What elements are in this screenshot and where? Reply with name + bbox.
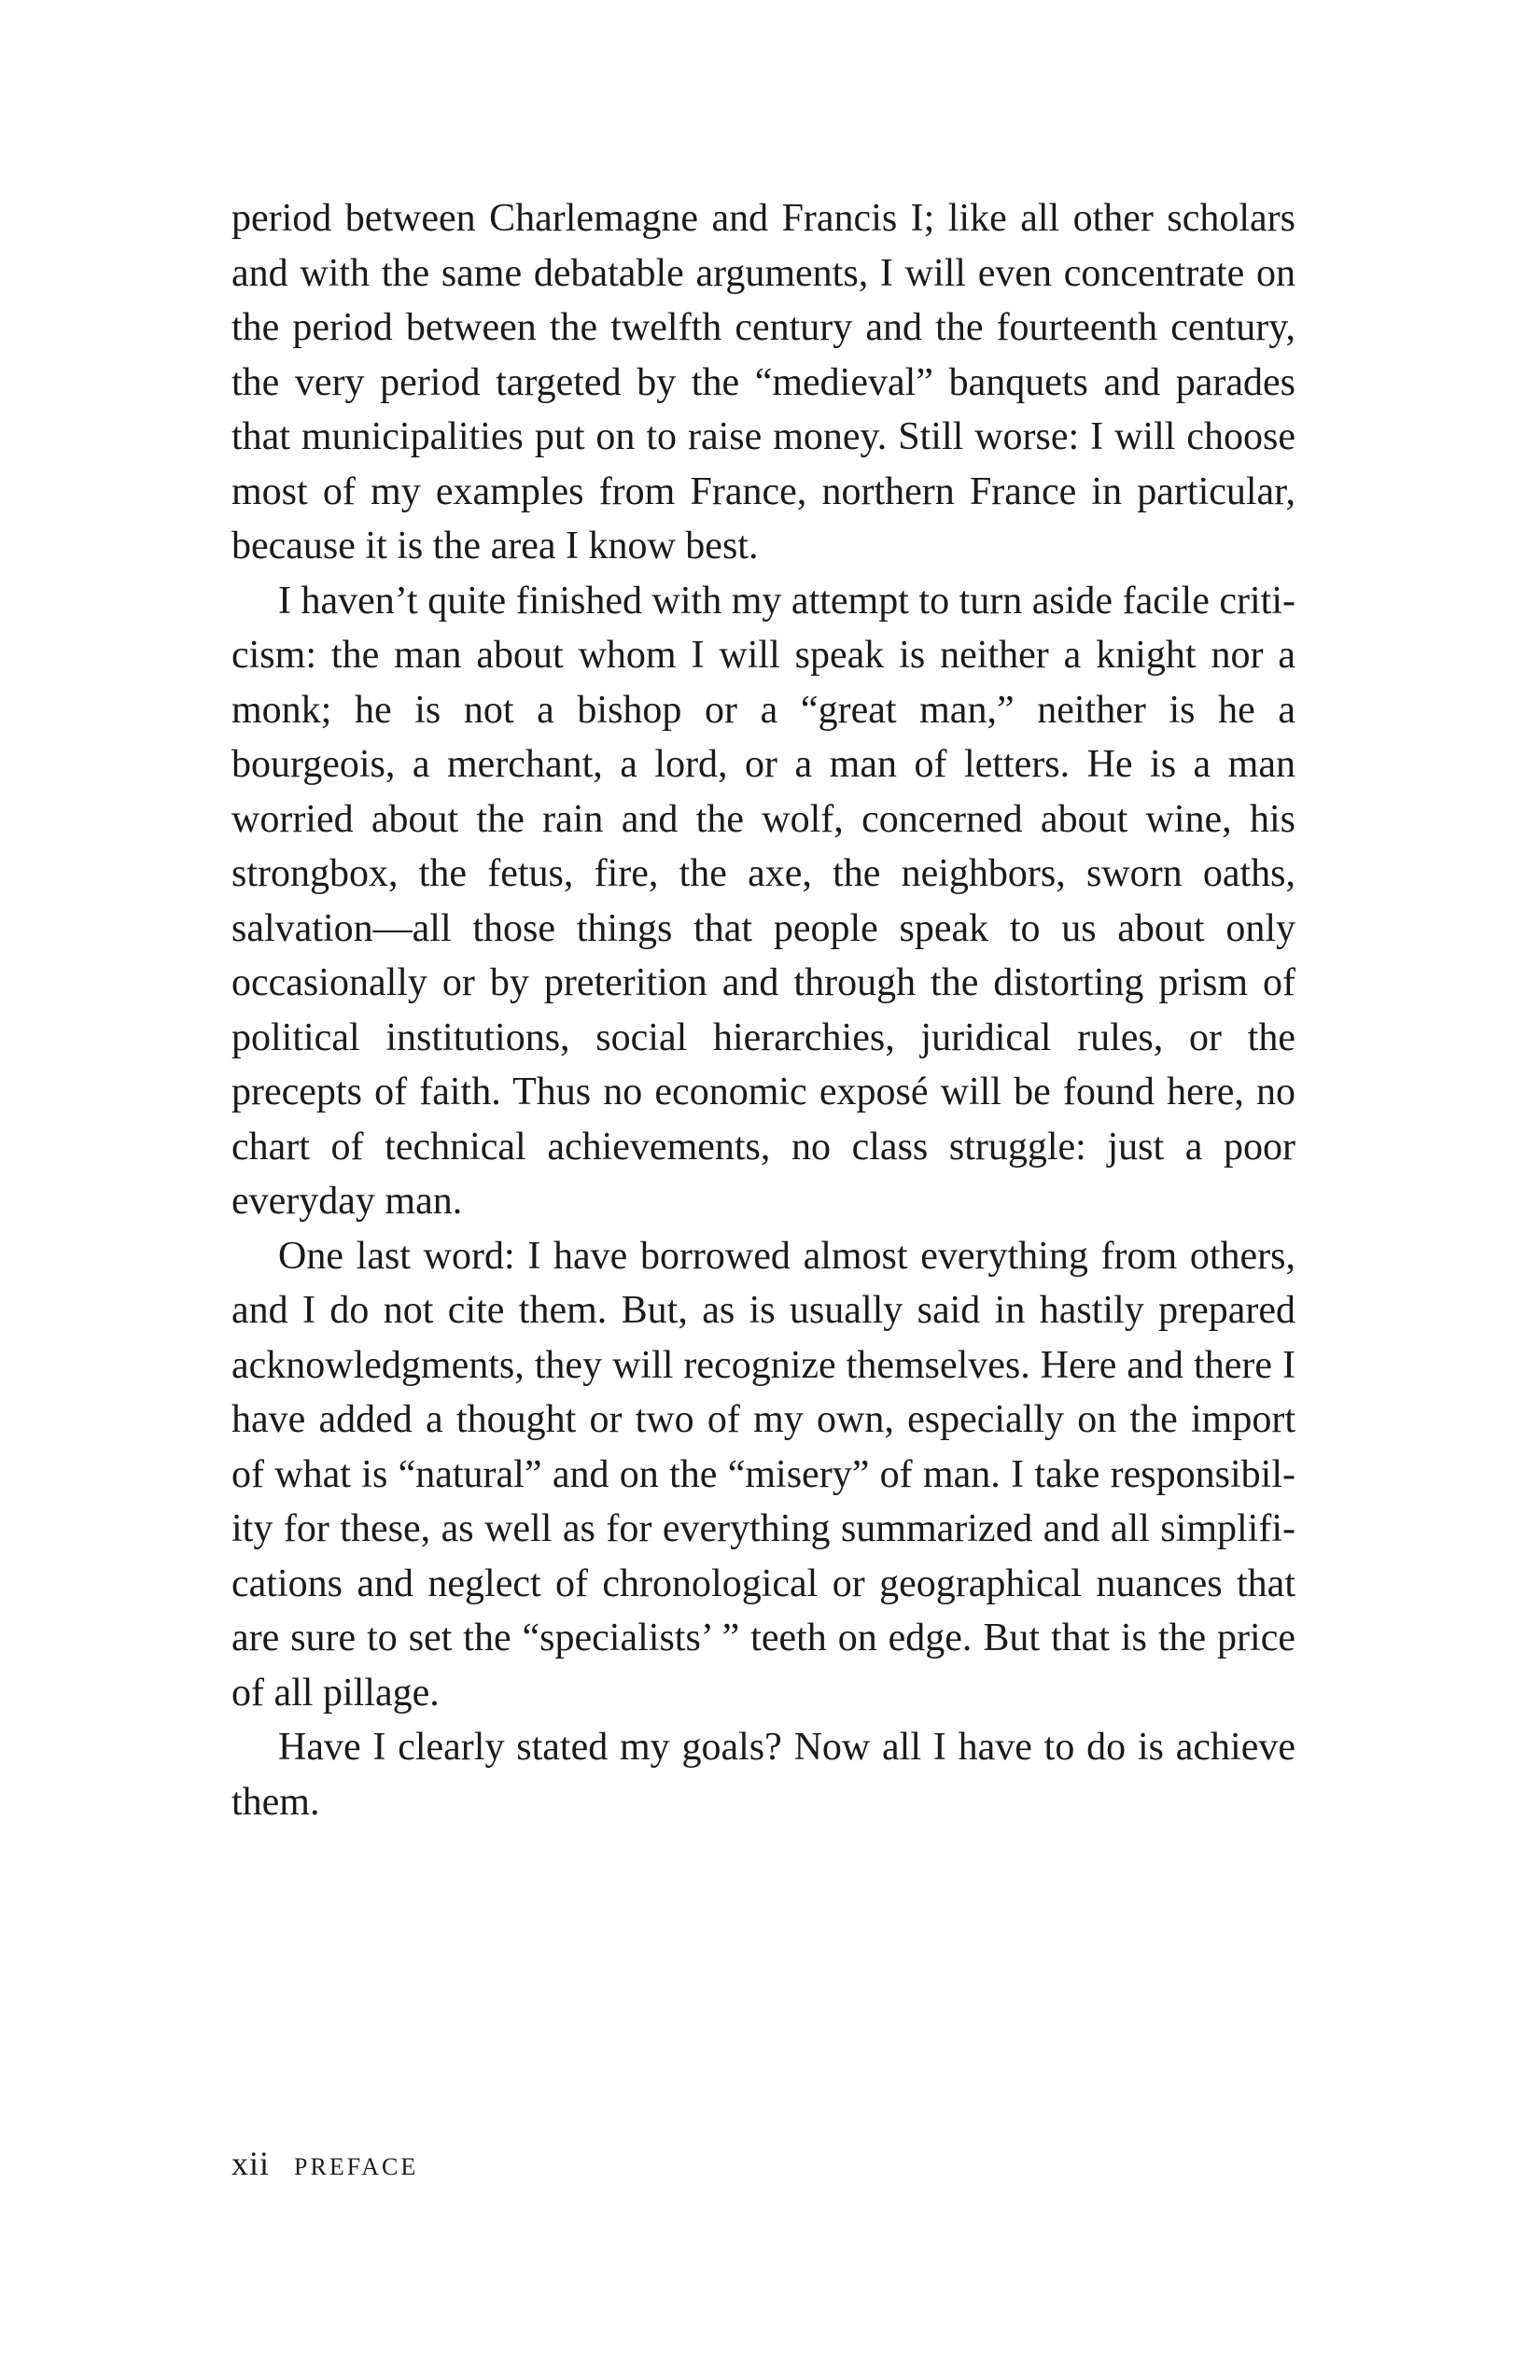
page-number: xii: [231, 2145, 271, 2182]
paragraph-3: One last word: I have borrowed almost everything from others, and I do not cite them. But, as is usually said in hastily prepared acknowledgments, they will recognize themselves. Here and there I have added a thought or two of my own, especially on the import of what is “natural” and on the “misery” of man. I take responsibility for these, as well as for everything summarized and all simplifications and neglect of chronological or geographical nuances that are sure to set the “specialists’ ” teeth on edge. But that is the price of all pillage.: [231, 1234, 1295, 1715]
paragraph-1: period between Charlemagne and Francis I; like all other scholars and with the same debatable arguments, I will even concentrate on the period between the twelfth century and the fourteenth century, the very period targeted by the “medieval” banquets and parades that municipalities put on to raise money. Still worse: I will choose most of my examples from France, northern France in particular, because it is the area I know best.: [231, 197, 1295, 567]
body-text: [231, 191, 1295, 1829]
paragraph-2: I haven’t quite finished with my attempt to turn aside facile criticism: the man about whom I will speak is neither a knight nor a monk; he is not a bishop or a “great man,” neither is he a bourgeois, a merchant, a lord, or a man of letters. He is a man worried about the rain and the wolf, concerned about wine, his strongbox, the fetus, fire, the axe, the neighbors, sworn oaths, salvation—all those things that people speak to us about only occasionally or by preterition and through the distorting prism of political institutions, social hierarchies, juridical rules, or the precepts of faith. Thus no economic exposé will be found here, no chart of technical achievements, no class struggle: just a poor everyday man.: [231, 579, 1295, 1223]
running-section-title: PREFACE: [294, 2153, 419, 2180]
paragraph-4: Have I clearly stated my goals? Now all I have to do is achieve them.: [231, 1726, 1295, 1824]
page-footer: [231, 2144, 418, 2183]
